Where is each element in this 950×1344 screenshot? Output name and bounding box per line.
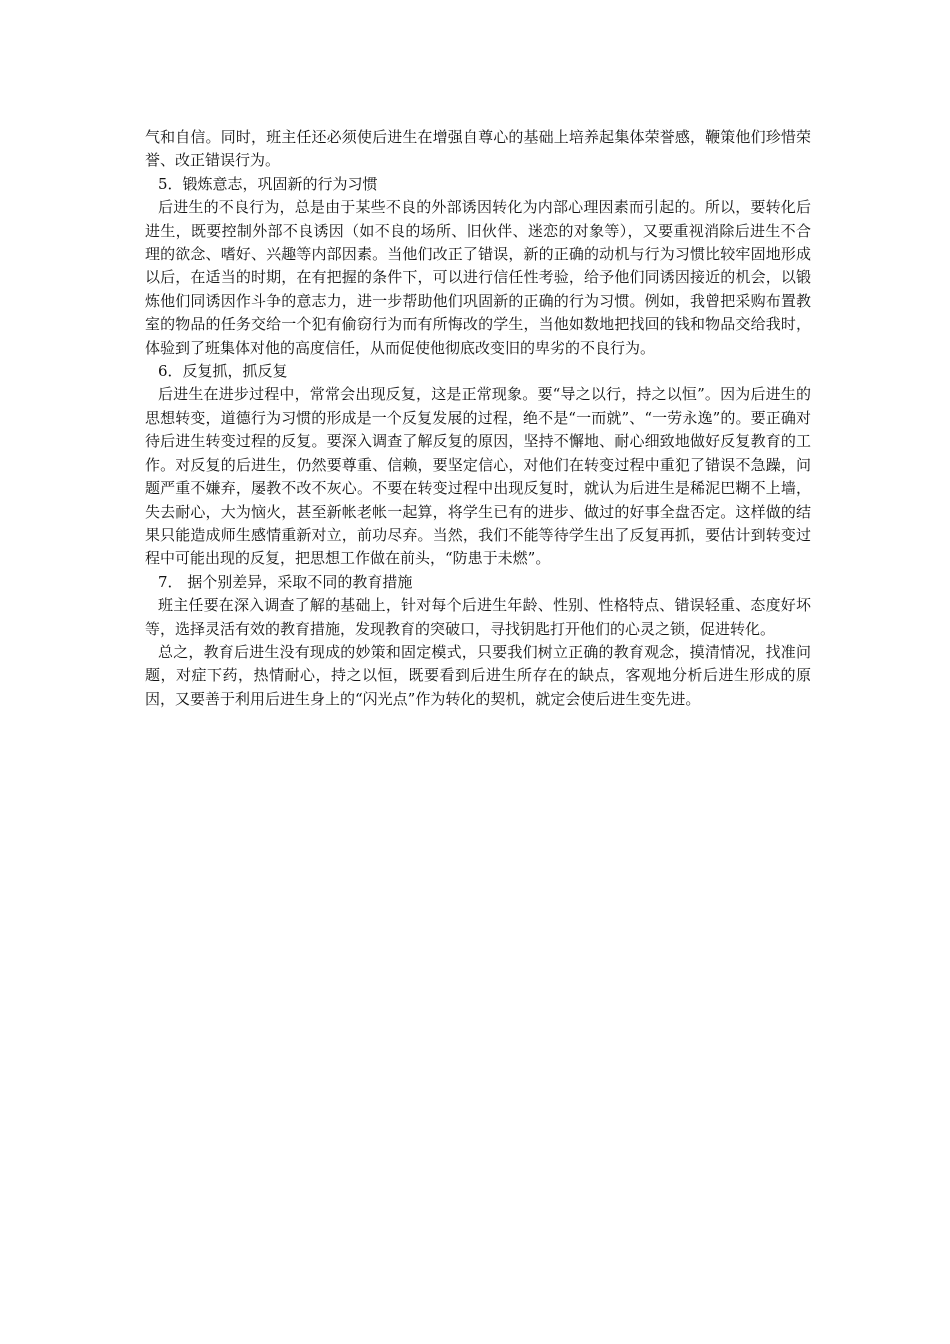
section-heading-7: 7． 据个别差异，采取不同的教育措施 [158,572,413,591]
section-heading-6: 6．反复抓，抓反复 [158,362,288,381]
paragraph-conclusion: 总之，教育后进生没有现成的妙策和固定模式，只要我们树立正确的教育观念，摸清情况，找准问题，对症下药，热情耐心，持之以恒，既要看到后进生所存在的缺点，客观地分析后进生形成的原因，又要善于利用后进生身上的“闪光点”作为转化的契机，就定会使后进生变先进。 [145,642,811,708]
paragraph-repetition: 后进生在进步过程中，常常会出现反复，这是正常现象。要“导之以行，持之以恒”。因为后进生的思想转变，道德行为习惯的形成是一个反复发展的过程，绝不是“一而就”、“一劳永逸”的。要正确对待后进生转变过程的反复。要深入调查了解反复的原因，坚持不懈地、耐心细致地做好反复教育的工作。对反复的后进生，仍然要尊重、信赖，要坚定信心，对他们在转变过程中重犯了错误不急躁，问题严重不嫌弃，屡教不改不灰心。不要在转变过程中出现反复时，就认为后进生是稀泥巴糊不上墙，失去耐心，大为恼火，甚至新帐老帐一起算，将学生已有的进步、做过的好事全盘否定。这样做的结果只能造成师生感情重新对立，前功尽弃。当然，我们不能等待学生出了反复再抓，要估计到转变过程中可能出现的反复，把思想工作做在前头，“防患于未燃”。 [145,385,811,568]
section-heading-5: 5．锻炼意志，巩固新的行为习惯 [158,174,378,193]
paragraph-individual-differences: 班主任要在深入调查了解的基础上，针对每个后进生年龄、性别、性格特点、错误轻重、态度好坏等，选择灵活有效的教育措施，发现教育的突破口，寻找钥匙打开他们的心灵之锁，促进转化。 [145,596,811,638]
document-body [145,126,811,711]
paragraph-will-training: 后进生的不良行为，总是由于某些不良的外部诱因转化为内部心理因素而引起的。所以，要转化后进生，既要控制外部不良诱因（如不良的场所、旧伙伴、迷恋的对象等），又要重视消除后进生不合理的欲念、嗜好、兴趣等内部因素。当他们改正了错误，新的正确的动机与行为习惯比较牢固地形成以后，在适当的时期，在有把握的条件下，可以进行信任性考验，给予他们同诱因接近的机会，以锻炼他们同诱因作斗争的意志力，进一步帮助他们巩固新的正确的行为习惯。例如，我曾把采购布置教室的物品的任务交给一个犯有偷窃行为而有所悔改的学生，当他如数地把找回的钱和物品交给我时，体验到了班集体对他的高度信任，从而促使他彻底改变旧的卑劣的不良行为。 [145,198,811,357]
paragraph-continuation: 气和自信。同时，班主任还必须使后进生在增强自尊心的基础上培养起集体荣誉感，鞭策他们珍惜荣誉、改正错误行为。 [145,128,811,170]
